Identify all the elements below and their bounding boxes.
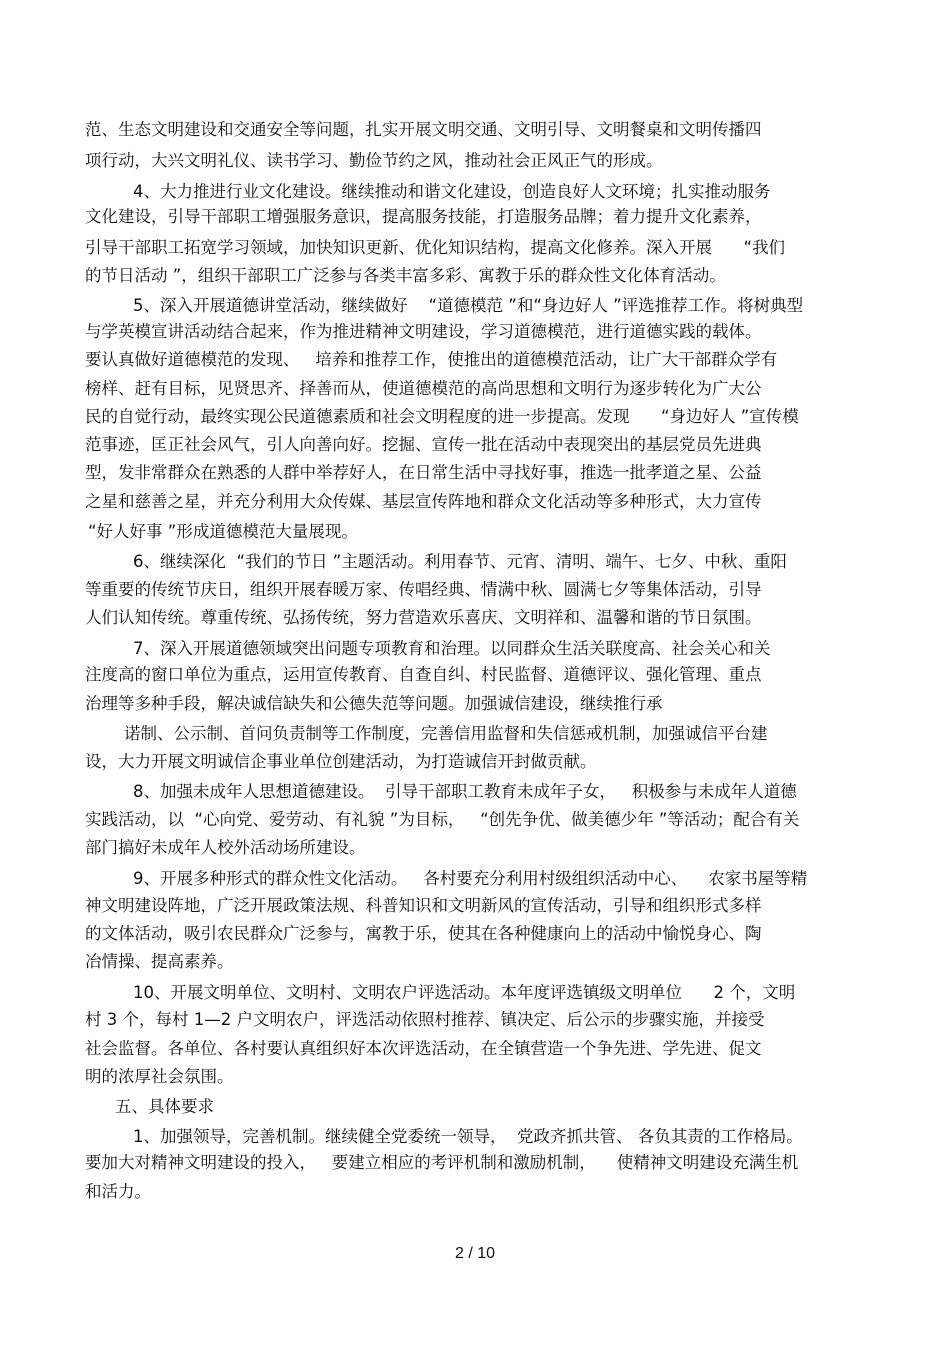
text-line: 4、大力推进行业文化建设。继续推动和谐文化建设，创造良好人文环境；扎实推动服务 (133, 182, 771, 201)
text-line: 实践活动，以 “心向党、爱劳动、有礼貌 ”为目标， “创先争优、做美德少年 ”等活动；配合有关 (85, 810, 800, 829)
text-line: 5、深入开展道德讲堂活动，继续做好 “道德模范 ”和“身边好人 ”评选推荐工作。将树典型 (133, 296, 804, 315)
text-line: 设，大力开展文明诚信企事业单位创建活动，为打造诚信开封做贡献。 (85, 752, 597, 771)
text-line: 型，发非常群众在熟悉的人群中举荐好人，在日常生活中寻找好事，推选一批孝道之星、公益 (85, 463, 762, 482)
text-line: 榜样、赶有目标，见贤思齐、择善而从，使道德模范的高尚思想和文明行为逐步转化为广大公 (85, 379, 762, 398)
text-line: 的文体活动，吸引农民群众广泛参与，寓教于乐，使其在各种健康向上的活动中愉悦身心、陶 (85, 924, 762, 943)
text-line: 1、加强领导，完善机制。继续健全党委统一领导， 党政齐抓共管、 各负其责的工作格局。 (133, 1127, 803, 1146)
text-line: 部门搞好未成年人校外活动场所建设。 (85, 838, 366, 857)
page-number: 2 / 10 (454, 1245, 496, 1262)
section-heading: 五、具体要求 (115, 1097, 214, 1116)
text-line: 村 3 个，每村 1—2 户文明农户，评选活动依照村推荐、镇决定、后公示的步骤实施，并接受 (85, 1010, 765, 1029)
text-line: 要认真做好道德模范的发现、 培养和推荐工作，使推出的道德模范活动，让广大干部群众学有 (85, 350, 778, 369)
text-line: 神文明建设阵地，广泛开展政策法规、科普知识和文明新风的宣传活动，引导和组织形式多样 (85, 896, 762, 915)
text-line: 范、生态文明建设和交通安全等问题，扎实开展文明交通、文明引导、文明餐桌和文明传播四 (85, 120, 762, 139)
text-line: 之星和慈善之星，并充分利用大众传媒、基层宣传阵地和群众文化活动等多种形式，大力宣传 (85, 492, 762, 511)
text-line: 7、深入开展道德领域突出问题专项教育和治理。以同群众生活关联度高、社会关心和关 (133, 639, 771, 658)
text-line: 6、继续深化 “我们的节日 ”主题活动。利用春节、元宵、清明、端午、七夕、中秋、重阳 (133, 552, 787, 571)
text-line: 的节日活动 ”，组织干部职工广泛参与各类丰富多彩、寓教于乐的群众性文化体育活动。 (85, 266, 726, 285)
text-line: 文化建设，引导干部职工增强服务意识，提高服务技能，打造服务品牌；着力提升文化素养， (85, 207, 762, 226)
text-line: 诺制、公示制、首问负责制等工作制度，完善信用监督和失信惩戒机制，加强诚信平台建 (124, 724, 768, 743)
text-line: 等重要的传统节庆日，组织开展春暖万家、传唱经典、情满中秋、圆满七夕等集体活动，引导 (85, 580, 762, 599)
text-line: 与学英模宣讲活动结合起来，作为推进精神文明建设，学习道德模范，进行道德实践的载体。 (85, 322, 762, 341)
text-line: 治理等多种手段，解决诚信缺失和公德失范等问题。加强诚信建设，继续推行承 (85, 694, 663, 713)
text-line: 9、开展多种形式的群众性文化活动。 各村要充分利用村级组织活动中心、 农家书屋等精 (133, 869, 808, 888)
text-line: 8、加强未成年人思想道德建设。 引导干部职工教育未成年子女， 积极参与未成年人道德 (133, 782, 797, 801)
text-line: 人们认知传统。尊重传统、弘扬传统，努力营造欢乐喜庆、文明祥和、温馨和谐的节日氛围。 (85, 608, 762, 627)
text-line: 注度高的窗口单位为重点，运用宣传教育、自查自纠、村民监督、道德评议、强化管理、重点 (85, 665, 762, 684)
text-line: 要加大对精神文明建设的投入， 要建立相应的考评机制和激励机制， 使精神文明建设充满生机 (85, 1153, 799, 1172)
text-line: 范事迹，匡正社会风气，引人向善向好。挖掘、宣传一批在活动中表现突出的基层党员先进典 (85, 435, 762, 454)
text-line: 10、开展文明单位、文明村、文明农户评选活动。本年度评选镇级文明单位 2 个，文明 (133, 983, 796, 1002)
text-line: 冶情操、提高素养。 (85, 952, 234, 971)
text-line: 和活力。 (85, 1182, 151, 1201)
text-line: 民的自觉行动，最终实现公民道德素质和社会文明程度的进一步提高。发现 “身边好人 ”宣传模 (85, 407, 799, 426)
text-line: 明的浓厚社会氛围。 (85, 1067, 234, 1086)
text-line: “好人好事 ”形成道德模范大量展现。 (88, 522, 358, 541)
text-line: 项行动，大兴文明礼仪、读书学习、勤俭节约之风，推动社会正风正气的形成。 (85, 151, 663, 170)
text-line: 引导干部职工拓宽学习领域，加快知识更新、优化知识结构，提高文化修养。深入开展 “我们 (85, 238, 786, 257)
text-line: 社会监督。各单位、各村要认真组织好本次评选活动，在全镇营造一个争先进、学先进、促文 (85, 1039, 762, 1058)
